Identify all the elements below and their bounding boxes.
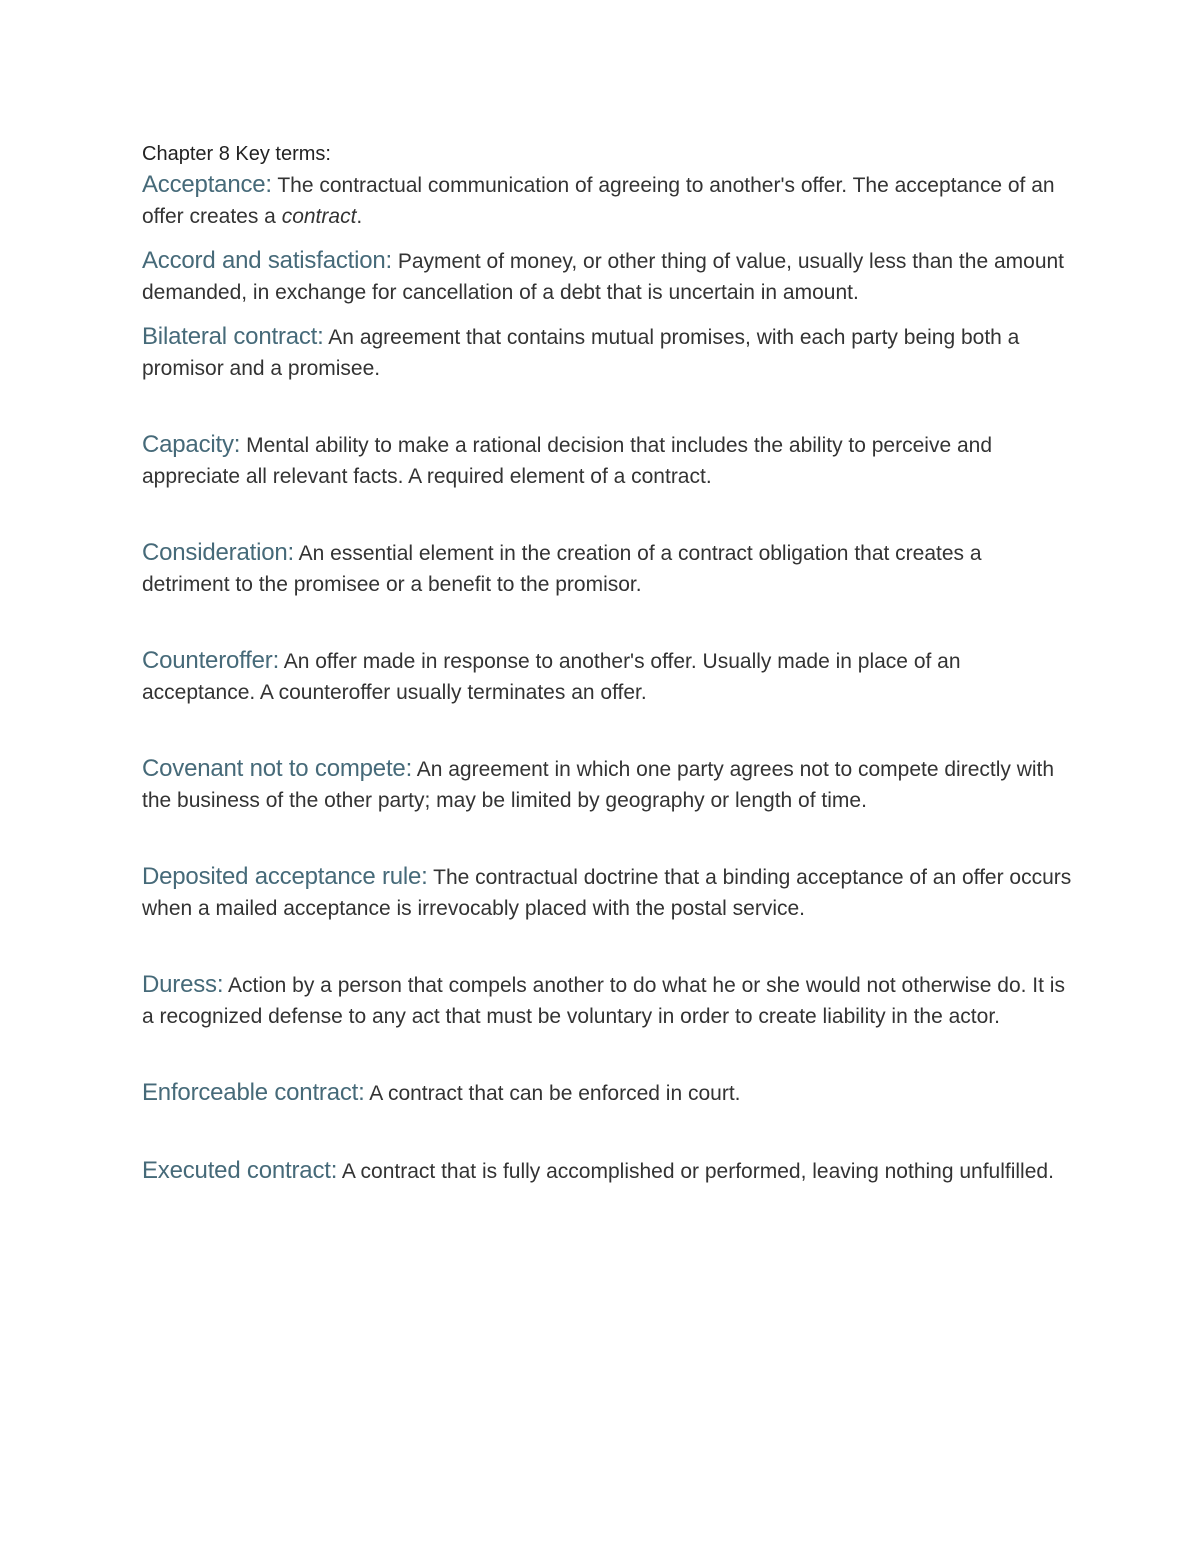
term-definition: An agreement in which one party agrees not to compete directly with the business of the other party; may be limited by geography or length of time. bbox=[142, 758, 1055, 812]
term-definition: A contract that is fully accomplished or performed, leaving nothing unfulfilled. bbox=[337, 1159, 1054, 1183]
term-label: Enforceable contract: bbox=[142, 1079, 365, 1106]
term-definition: The contractual doctrine that a binding acceptance of an offer occurs when a mailed acceptance is irrevocably placed with the postal service. bbox=[142, 866, 1072, 920]
term-definition: Mental ability to make a rational decision that includes the ability to perceive and appreciate all relevant facts. A required element of a contract. bbox=[142, 434, 993, 488]
term-label: Covenant not to compete: bbox=[142, 755, 413, 782]
term-definition-emphasis: contract bbox=[281, 204, 357, 228]
document-page bbox=[142, 140, 1072, 1187]
page-heading: Chapter 8 Key terms: bbox=[142, 143, 331, 165]
term-definition: An agreement that contains mutual promises, with each party being both a promisor and a promisee. bbox=[142, 326, 1020, 380]
term-label: Bilateral contract: bbox=[142, 323, 324, 350]
term-entry-covenant-not-to-compete bbox=[142, 754, 1072, 816]
term-entry-executed-contract bbox=[142, 1156, 1072, 1188]
term-entry-bilateral-contract bbox=[142, 322, 1072, 384]
term-entry-enforceable-contract bbox=[142, 1078, 1072, 1110]
term-definition: A contract that can be enforced in court. bbox=[364, 1082, 741, 1105]
term-definition-suffix: . bbox=[356, 204, 363, 228]
term-entry-duress bbox=[142, 970, 1072, 1032]
term-label: Executed contract: bbox=[142, 1156, 338, 1184]
term-entry-acceptance bbox=[142, 170, 1072, 232]
term-entry-counteroffer bbox=[142, 646, 1072, 708]
term-entry-capacity bbox=[142, 430, 1072, 492]
term-entry-consideration bbox=[142, 538, 1072, 600]
term-label: Counteroffer: bbox=[142, 647, 280, 674]
term-label: Deposited acceptance rule: bbox=[142, 863, 428, 890]
term-entry-deposited-acceptance-rule bbox=[142, 862, 1072, 924]
term-definition: Action by a person that compels another to do what he or she would not otherwise do. It is a recognized defense to any act that must be voluntary in order to create liability in the actor. bbox=[142, 974, 1065, 1028]
term-definition: Payment of money, or other thing of value, usually less than the amount demanded, in exchange for cancellation of a debt that is uncertain in amount. bbox=[142, 250, 1065, 304]
term-label: Acceptance: bbox=[142, 171, 272, 198]
term-label: Capacity: bbox=[142, 431, 241, 458]
term-label: Consideration: bbox=[142, 539, 294, 566]
term-definition: An essential element in the creation of a contract obligation that creates a detriment to the promisee or a benefit to the promisor. bbox=[142, 542, 982, 596]
term-label: Duress: bbox=[142, 971, 224, 998]
term-definition: An offer made in response to another's offer. Usually made in place of an acceptance. A counteroffer usually terminates an offer. bbox=[142, 650, 961, 704]
term-definition: The contractual communication of agreeing to another's offer. The acceptance of an offer creates a bbox=[142, 174, 1055, 228]
term-label: Accord and satisfaction: bbox=[142, 247, 393, 274]
term-entry-accord-and-satisfaction bbox=[142, 246, 1072, 308]
